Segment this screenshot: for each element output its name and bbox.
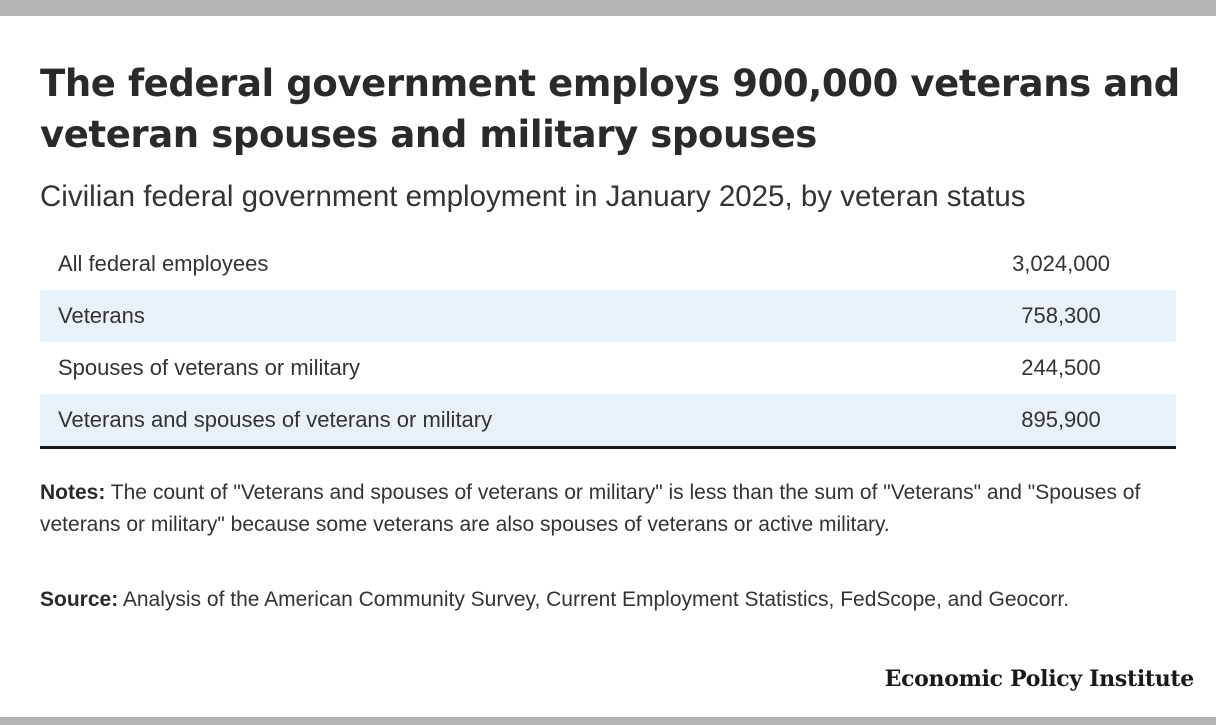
row-value: 3,024,000	[1012, 251, 1110, 276]
notes-label: Notes:	[40, 481, 106, 504]
row-value: 895,900	[946, 394, 1176, 448]
data-table	[40, 238, 1176, 449]
row-value: 758,300	[946, 290, 1176, 342]
bottom-border-bar	[0, 717, 1216, 725]
notes	[40, 477, 1176, 541]
source-text: Analysis of the American Community Survey, Current Employment Statistics, FedScope, and Geocorr.	[118, 588, 1070, 611]
source	[40, 584, 1176, 616]
epi-logo: Economic Policy Institute	[884, 666, 1194, 692]
table-row	[40, 394, 1176, 448]
row-label: Veterans	[40, 290, 946, 342]
top-border-bar	[0, 0, 1216, 16]
table-row	[40, 290, 1176, 342]
row-label: Spouses of veterans or military	[58, 355, 361, 380]
chart-subtitle: Civilian federal government employment in January 2025, by veteran status	[40, 180, 1026, 213]
source-label: Source:	[40, 588, 119, 611]
table-row	[40, 238, 1176, 290]
notes-text: The count of "Veterans and spouses of veterans or military" is less than the sum of "Veterans" and "Spouses of veterans or military" because some veterans are also spouses of veterans or active military.	[40, 481, 1141, 536]
row-value: 244,500	[1021, 355, 1101, 380]
table-row	[40, 342, 1176, 394]
row-label: Veterans and spouses of veterans or military	[40, 394, 946, 448]
row-label: All federal employees	[58, 251, 269, 276]
chart-title: The federal government employs 900,000 veterans and veteran spouses and military spouses	[40, 62, 1180, 156]
